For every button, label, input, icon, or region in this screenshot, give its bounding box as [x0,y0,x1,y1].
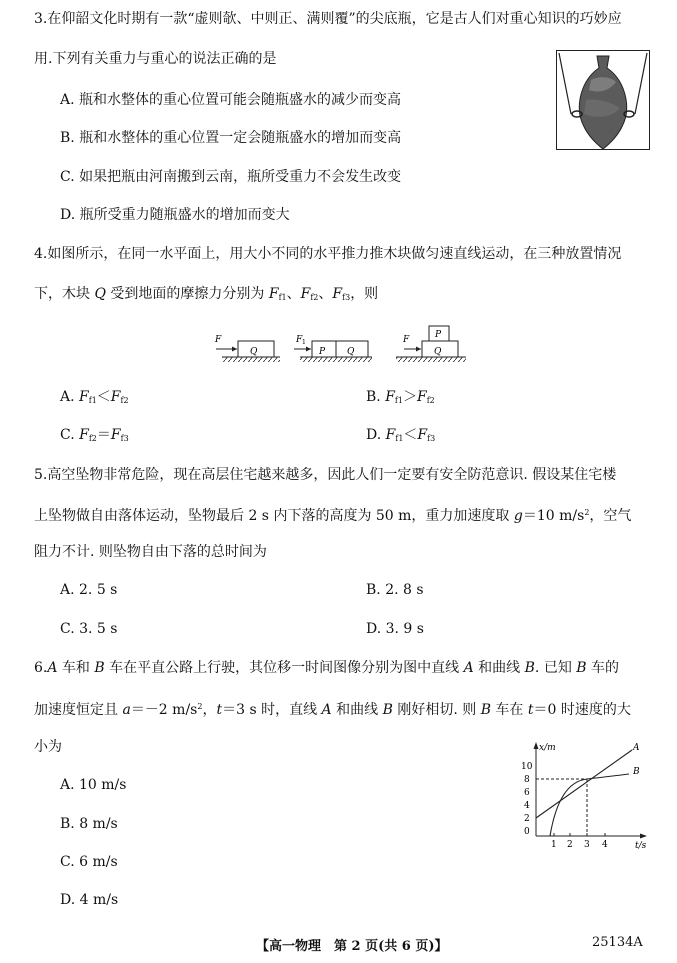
svg-text:F: F [296,335,303,345]
q3-option-d: D. 瓶所受重力随瓶盛水的增加而变大 [60,207,290,223]
svg-text:1: 1 [302,339,306,346]
q6-option-d: D. 4 m/s [60,892,119,908]
q5-option-d: D. 3. 9 s [366,621,424,637]
graph-line-a [536,750,632,818]
q4-case-1 [214,335,280,362]
x-tick: 1 [551,840,557,850]
graph-curve-b [550,774,629,836]
q3-stem-line2: 用.下列有关重力与重心的说法正确的是 [34,51,277,67]
svg-text:P: P [319,347,326,357]
q3-option-b: B. 瓶和水整体的重心位置一定会随瓶盛水的增加而变高 [60,130,402,146]
q4-stem-line1: 4.如图所示，在同一水平面上，用大小不同的水平推力推木块做匀速直线运动，在三种放置情况 [34,246,622,262]
q4-option-d: D. $F_{f1}<F_{f3}$ [366,427,436,443]
q5-stem-line3: 阻力不计. 则坠物自由下落的总时间为 [34,544,267,560]
q5-stem-line2: 上坠物做自由落体运动，坠物最后 2 s 内下落的高度为 50 m，重力加速度取 g＝10 $m/s^2$，空气 [34,508,632,524]
y-tick: 0 [524,827,530,837]
graph-y-label: x/m [539,743,556,753]
x-tick: 3 [584,840,590,850]
svg-text:Q: Q [250,347,258,357]
q4-option-c: C. $F_{f2}=F_{f3}$ [60,427,129,443]
q4-option-a: A. $F_{f1}<F_{f2}$ [60,389,129,405]
q6-option-c: C. 6 m/s [60,854,118,870]
q3-option-c: C. 如果把瓶由河南搬到云南，瓶所受重力不会发生改变 [60,169,402,185]
q4-case-3 [396,326,466,362]
y-tick: 6 [524,788,530,798]
q5-option-b: B. 2. 8 s [366,582,424,598]
q3-option-a: A. 瓶和水整体的重心位置可能会随瓶盛水的减少而变高 [60,92,402,108]
x-tick: 4 [602,840,608,850]
svg-text:Q: Q [347,347,355,357]
svg-text:P: P [435,330,442,340]
y-tick: 10 [521,762,533,772]
x-tick: 2 [567,840,573,850]
y-tick: 4 [524,801,530,811]
graph-x-label: t/s [635,841,647,850]
q6-option-a: A. 10 m/s [60,777,127,793]
q5-stem-line1: 5.高空坠物非常危险，现在高层住宅越来越多，因此人们一定要有安全防范意识. 假设某住宅楼 [34,467,617,483]
q5-option-a: A. 2. 5 s [60,582,118,598]
q6-xt-graph [515,740,655,850]
q4-block-figure [210,324,475,364]
page-footer: 【高一物理 第 2 页(共 6 页)】 [256,939,448,954]
line-a-label: A [633,743,640,753]
q5-option-c: C. 3. 5 s [60,621,118,637]
q4-option-b: B. $F_{f1}>F_{f2}$ [366,389,435,405]
q3-stem-line1: 3.在仰韶文化时期有一款“虚则欹、中则正、满则覆”的尖底瓶，它是古人们对重心知识的巧妙应 [34,11,622,27]
q6-stem-line3: 小为 [34,739,62,755]
q6-stem-line2: 加速度恒定且 a＝－2 $m/s^2$，t＝3 s 时，直线 A 和曲线 B 刚好相切. 则 B 车在 t＝0 时速度的大 [34,702,631,718]
amphora-picture [556,50,650,150]
svg-text:Q: Q [434,347,442,357]
svg-text:F: F [403,335,410,345]
y-tick: 8 [524,775,530,785]
exam-code: 25134A [592,935,643,950]
q6-stem-line1: 6.A 车和 B 车在平直公路上行驶，其位移一时间图像分别为图中直线 A 和曲线 B. 已知 B 车的 [34,660,620,676]
graph-y-ticks [521,762,533,837]
q6-option-b: B. 8 m/s [60,816,118,832]
curve-b-label: B [633,767,640,777]
q4-case-2 [294,335,372,362]
q4-stem-line2: 下，木块 Q 受到地面的摩擦力分别为 $F_{f1}$、$F_{f2}$、$F_{f3}$，则 [34,286,379,302]
svg-text:F: F [215,335,222,345]
y-tick: 2 [524,814,530,824]
